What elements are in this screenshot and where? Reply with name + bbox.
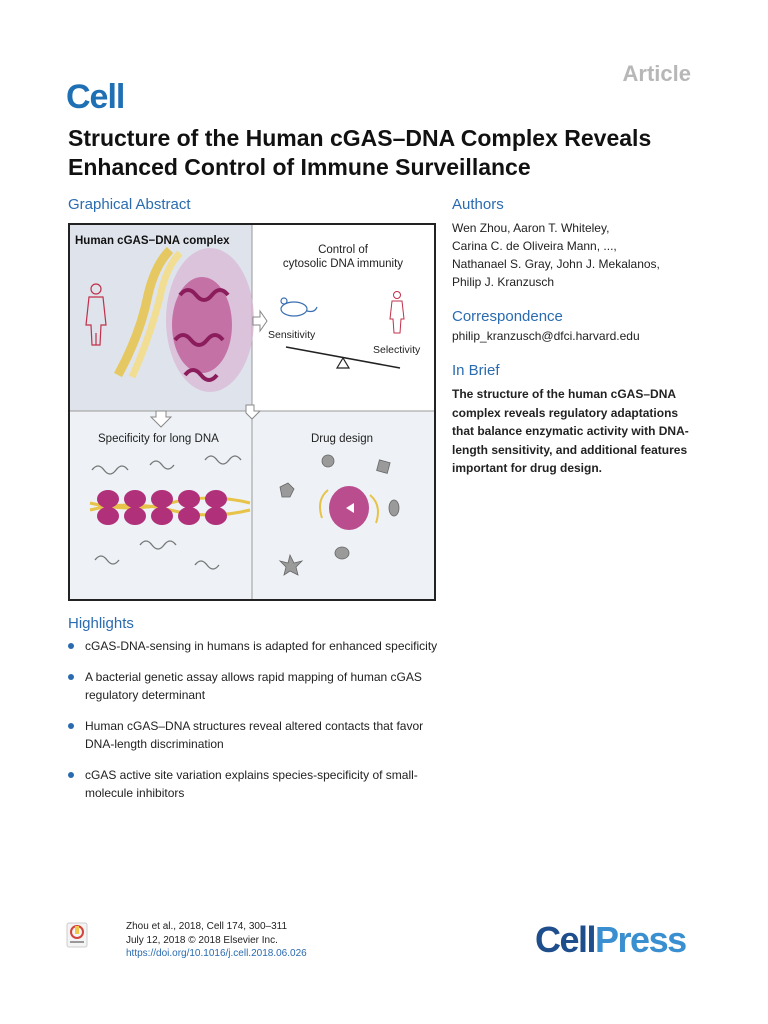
panel-complex-title: Human cGAS−DNA complex: [75, 235, 230, 247]
label-sensitivity: Sensitivity: [268, 329, 316, 341]
bullet-icon: [68, 674, 74, 680]
cgas-protein: [166, 248, 254, 392]
panel-drug-title: Drug design: [311, 433, 374, 445]
highlights-heading: Highlights: [68, 615, 134, 632]
article-type-label: Article: [622, 61, 691, 86]
highlight-item: cGAS active site variation explains species-specificity of small-molecule inhibitors: [68, 766, 438, 803]
correspondence-heading: Correspondence: [452, 308, 563, 325]
publisher-logo: CellPress: [535, 919, 686, 960]
authors-list: [452, 219, 702, 291]
graphical-abstract-heading: Graphical Abstract: [68, 196, 191, 213]
panel-control-title-2: cytosolic DNA immunity: [282, 258, 404, 270]
label-selectivity: Selectivity: [373, 344, 421, 356]
bullet-icon: [68, 772, 74, 778]
author-line: Nathanael S. Gray, John J. Mekalanos,: [452, 257, 660, 271]
doi-link[interactable]: https://doi.org/10.1016/j.cell.2018.06.026: [126, 948, 307, 959]
bullet-icon: [68, 643, 74, 649]
citation-date: July 12, 2018 © 2018 Elsevier Inc.: [126, 934, 278, 946]
author-line: Carina C. de Oliveira Mann, ...,: [452, 239, 617, 253]
panel-control-title-1: Control of: [318, 244, 368, 256]
highlight-item: cGAS-DNA-sensing in humans is adapted for enhanced specificity: [68, 637, 438, 656]
highlight-item: Human cGAS–DNA structures reveal altered contacts that favor DNA-length discrimination: [68, 717, 438, 754]
journal-logo: Cell: [66, 78, 125, 116]
highlights-list: [68, 637, 438, 815]
author-line: Wen Zhou, Aaron T. Whiteley,: [452, 221, 610, 235]
in-brief-text: The structure of the human cGAS–DNA complex reveals regulatory adaptations that balance enzymatic activity with DNA-length sensitivity, and additional features important for drug design.: [452, 387, 689, 475]
in-brief-heading: In Brief: [452, 362, 500, 379]
panel-specificity-title: Specificity for long DNA: [98, 433, 219, 445]
author-line: Philip J. Kranzusch: [452, 275, 555, 289]
crossmark-icon[interactable]: [66, 922, 88, 948]
graphical-abstract-figure: [68, 223, 436, 601]
correspondence-email-link[interactable]: philip_kranzusch@dfci.harvard.edu: [452, 329, 640, 343]
authors-heading: Authors: [452, 196, 504, 213]
paper-title: Structure of the Human cGAS–DNA Complex Reveals Enhanced Control of Immune Surveillance: [68, 125, 652, 180]
bullet-icon: [68, 723, 74, 729]
citation-line: Zhou et al., 2018, Cell 174, 300–311: [126, 921, 288, 932]
highlight-item: A bacterial genetic assay allows rapid mapping of human cGAS regulatory determinant: [68, 668, 438, 705]
citation-block: [126, 920, 307, 961]
